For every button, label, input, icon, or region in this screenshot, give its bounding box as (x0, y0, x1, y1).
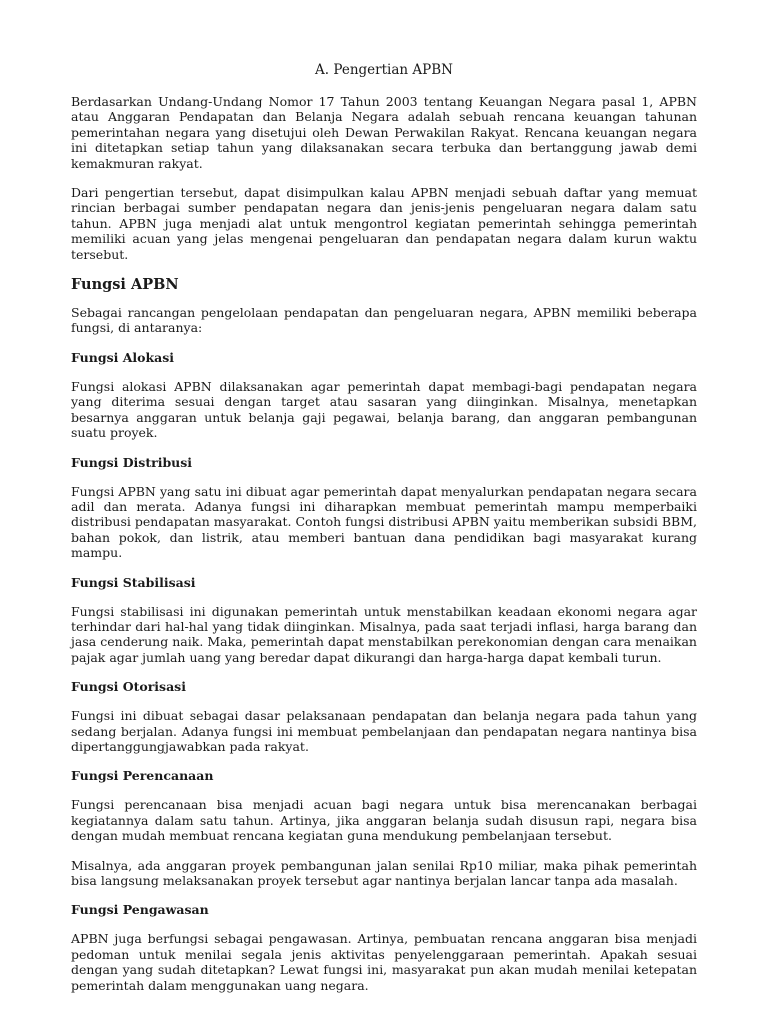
section-heading-distribusi: Fungsi Distribusi (71, 454, 193, 470)
section-paragraph-stabilisasi: Fungsi stabilisasi ini digunakan pemerintah untuk menstabilkan keadaan ekonomi negara agar terhindar dari hal-hal yang tidak diinginkan. Misalnya, pada saat terjadi inflasi, harga barang dan jasa cenderung naik. Maka, pemerintah dapat menstabilkan perekonomian dengan cara menaikan pajak agar jumlah uang yang beredar dapat dikurangi dan harga-harga dapat kembali turun. (71, 603, 697, 665)
section-heading-alokasi: Fungsi Alokasi (71, 349, 175, 365)
section-paragraph-otorisasi: Fungsi ini dibuat sebagai dasar pelaksanaan pendapatan dan belanja negara pada tahun yang sedang berjalan. Adanya fungsi ini membuat pembelanjaan dan pendapatan negara nantinya bisa dipertanggungjawabkan pada rakyat. (71, 708, 697, 754)
section-paragraph-alokasi: Fungsi alokasi APBN dilaksanakan agar pemerintah dapat membagi-bagi pendapatan negara yang diterima sesuai dengan target atau sasaran yang diinginkan. Misalnya, menetapkan besarnya anggaran untuk belanja gaji pegawai, belanja barang, dan anggaran pembangunan suatu proyek. (71, 378, 697, 441)
fungsi-intro-paragraph: Sebagai rancangan pengelolaan pendapatan dan pengeluaran negara, APBN memiliki beberapa fungsi, di antaranya: (71, 305, 697, 336)
document-page (71, 62, 697, 1007)
fungsi-heading: Fungsi APBN (71, 276, 179, 294)
intro-paragraph-1: Berdasarkan Undang-Undang Nomor 17 Tahun 2003 tentang Keuangan Negara pasal 1, APBN atau Anggaran Pendapatan dan Belanja Negara adalah sebuah rencana keuangan tahunan pemerintahan negara yang disetujui oleh Dewan Perwakilan Rakyat. Rencana keuangan negara ini ditetapkan setiap tahun yang dilaksanakan secara terbuka dan bertanggung jawab demi kemakmuran rakyat. (71, 94, 697, 171)
section-heading-pengawasan: Fungsi Pengawasan (71, 902, 209, 918)
section-heading-otorisasi: Fungsi Otorisasi (71, 679, 186, 695)
intro-paragraph-2: Dari pengertian tersebut, dapat disimpulkan kalau APBN menjadi sebuah daftar yang memuat rincian berbagai sumber pendapatan negara dan jenis-jenis pengeluaran negara dalam satu tahun. APBN juga menjadi alat untuk mengontrol kegiatan pemerintah sehingga pemerintah memiliki acuan yang jelas mengenai pengeluaran dan pendapatan negara dalam kurun waktu tersebut. (71, 185, 697, 262)
section-paragraph-pengawasan: APBN juga berfungsi sebagai pengawasan. Artinya, pembuatan rencana anggaran bisa menjadi pedoman untuk menilai segala jenis aktivitas penyelenggaraan pemerintah. Apakah sesuai dengan yang sudah ditetapkan? Lewat fungsi ini, masyarakat pun akan mudah menilai ketepatan pemerintah dalam menggunakan uang negara. (71, 931, 697, 993)
section-heading-perencanaan: Fungsi Perencanaan (71, 768, 214, 784)
section-paragraph-perencanaan-1: Fungsi perencanaan bisa menjadi acuan bagi negara untuk bisa merencanakan berbagai kegiatannya dalam satu tahun. Artinya, jika anggaran belanja sudah disusun rapi, negara bisa dengan mudah membuat rencana kegiatan guna mendukung pembelanjaan tersebut. (71, 797, 697, 844)
section-paragraph-distribusi: Fungsi APBN yang satu ini dibuat agar pemerintah dapat menyalurkan pendapatan negara secara adil dan merata. Adanya fungsi ini diharapkan membuat pemerintah mampu memperbaiki distribusi pendapatan masyarakat. Contoh fungsi distribusi APBN yaitu memberikan subsidi BBM, bahan pokok, dan listrik, atau memberi bantuan dana pendidikan bagi masyarakat kurang mampu. (71, 483, 697, 561)
page-title: A. Pengertian APBN (315, 62, 453, 78)
section-heading-stabilisasi: Fungsi Stabilisasi (71, 574, 196, 590)
section-paragraph-perencanaan-2: Misalnya, ada anggaran proyek pembangunan jalan senilai Rp10 miliar, maka pihak pemerintah bisa langsung melaksanakan proyek tersebut agar nantinya berjalan lancar tanpa ada masalah. (71, 857, 697, 888)
